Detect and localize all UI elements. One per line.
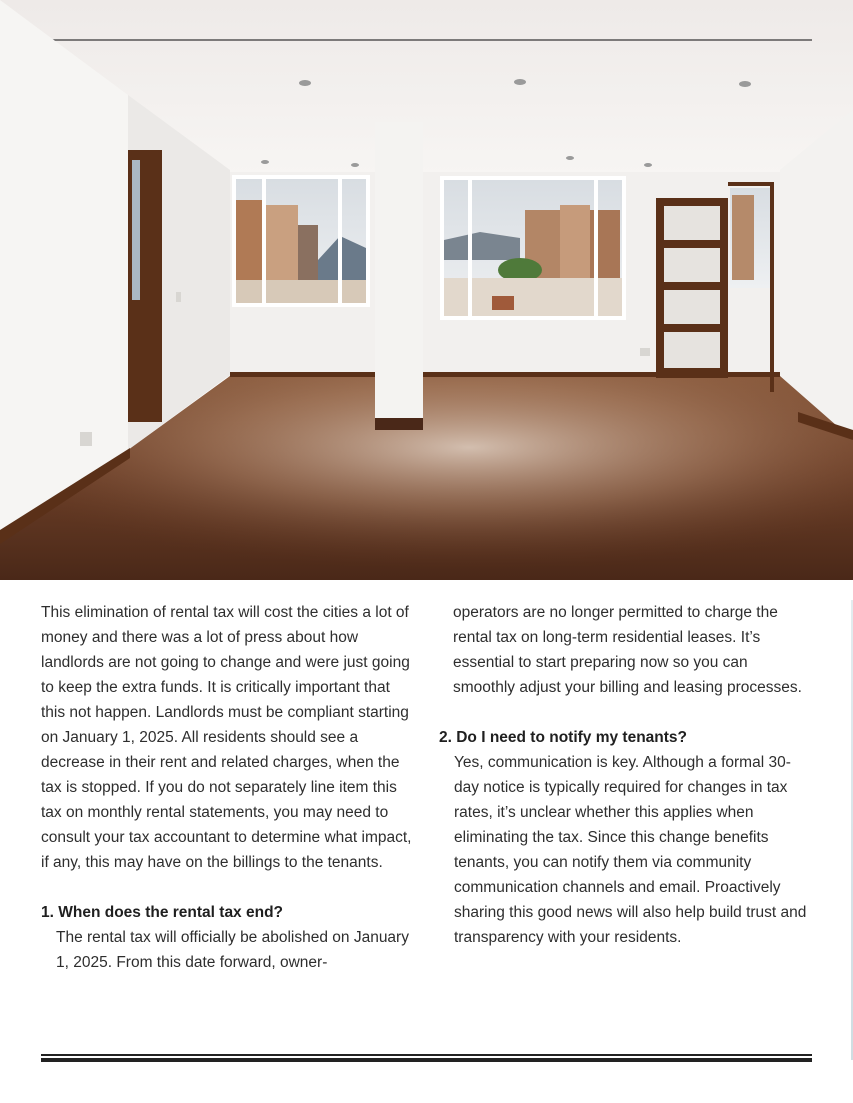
footer-rule-thin xyxy=(41,1054,812,1056)
question-2-heading: 2. Do I need to notify my tenants? xyxy=(439,729,688,746)
intro-paragraph: This elimination of rental tax will cost the cities a lot of money and there was a lot of press about how landlords are not going to change and were just going to keep the extra funds. It is critically important that this not happen. Landlords must be compliant starting on January 1, 2025. All residents should see a decrease in their rent and related charges, when the tax is stopped. If you do not separately line item this tax on monthly rental statements, you may need to consult your tax accountant to determine what impact, if any, this may have on the billings to the tenants. xyxy=(41,604,412,871)
question-1-answer-continued: operators are no longer permitted to charge the rental tax on long-term residential leases. It’s essential to start preparing now so you can smoothly adjust your billing and leasing processes. xyxy=(453,604,802,696)
spacer xyxy=(41,875,416,900)
left-column xyxy=(41,600,416,975)
question-1-heading: 1. When does the rental tax end? xyxy=(41,904,284,921)
question-1-answer-start: The rental tax will officially be abolished on January 1, 2025. From this date forward, owner- xyxy=(56,929,409,971)
footer-rule-thick xyxy=(41,1058,812,1062)
right-column xyxy=(439,600,809,950)
spacer xyxy=(439,700,809,725)
question-2-answer: Yes, communication is key. Although a formal 30-day notice is typically required for changes in tax rates, it’s unclear whether this applies when eliminating the tax. Since this change benefits tenants, you can notify them via community communication channels and email. Proactively sharing this good news will also help build trust and transparency with your residents. xyxy=(454,754,807,946)
